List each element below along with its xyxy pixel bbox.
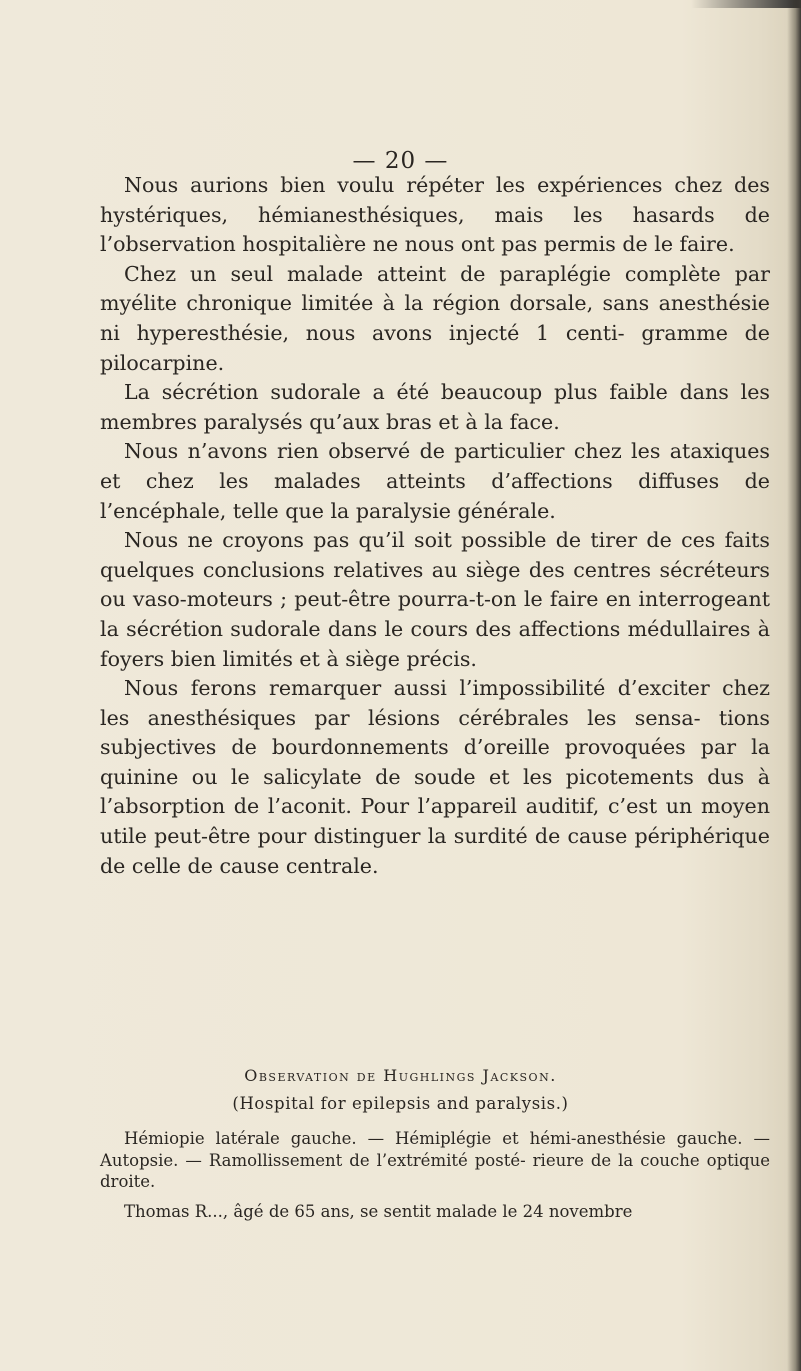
observation-subtitle: (Hospital for epilepsis and paralysis.): [232, 1094, 569, 1113]
body-text: [100, 171, 770, 881]
paragraph: Chez un seul malade atteint de paraplégie complète par myélite chronique limitée à la région dorsale, sans anesthésie ni hyperesthésie, nous avons injecté 1 centi- gramme de pilocarpine.: [100, 261, 770, 375]
paragraph: Nous ferons remarquer aussi l’impossibilité d’exciter chez les anesthésiques par lésions cérébrales les sensa- tions subjectives de bourdonnements d’oreille provoquées par la quinine ou le salicylate de soude et les picotements dus à l’absorption de l’aconit. Pour l’appareil auditif, c’est un moyen utile peut-être pour distinguer la surdité de cause périphérique de celle de cause centrale.: [100, 676, 770, 878]
paragraph: Nous n’avons rien observé de particulier chez les ataxiques et chez les malades atteints d’affections diffuses de l’encéphale, telle que la paralysie générale.: [100, 439, 770, 523]
observation-title: Observation de Hughlings Jackson.: [244, 1066, 557, 1085]
scan-top-shadow: [691, 0, 801, 8]
observation-text: [100, 1128, 770, 1222]
observation-summary: Hémiopie latérale gauche. — Hémiplégie et hémi-anesthésie gauche. — Autopsie. — Ramollissement de l’extrémité posté- rieure de la couche optique droite.: [100, 1129, 770, 1191]
paragraph: Nous aurions bien voulu répéter les expériences chez des hystériques, hémianesthésiques, mais les hasards de l’observation hospitalière ne nous ont pas permis de le faire.: [100, 173, 770, 257]
scan-edge-shadow: [787, 0, 801, 1371]
page-number: — 20 —: [352, 148, 449, 174]
paragraph: La sécrétion sudorale a été beaucoup plus faible dans les membres paralysés qu’aux bras et à la face.: [100, 380, 770, 434]
observation-first-line: Thomas R..., âgé de 65 ans, se sentit malade le 24 novembre: [124, 1201, 633, 1221]
paragraph: Nous ne croyons pas qu’il soit possible de tirer de ces faits quelques conclusions relatives au siège des centres sécréteurs ou vaso-moteurs ; peut-être pourra-t-on le faire en interrogeant la sécrétion sudorale dans le cours des affections médullaires à foyers bien limités et à siège précis.: [100, 528, 770, 671]
